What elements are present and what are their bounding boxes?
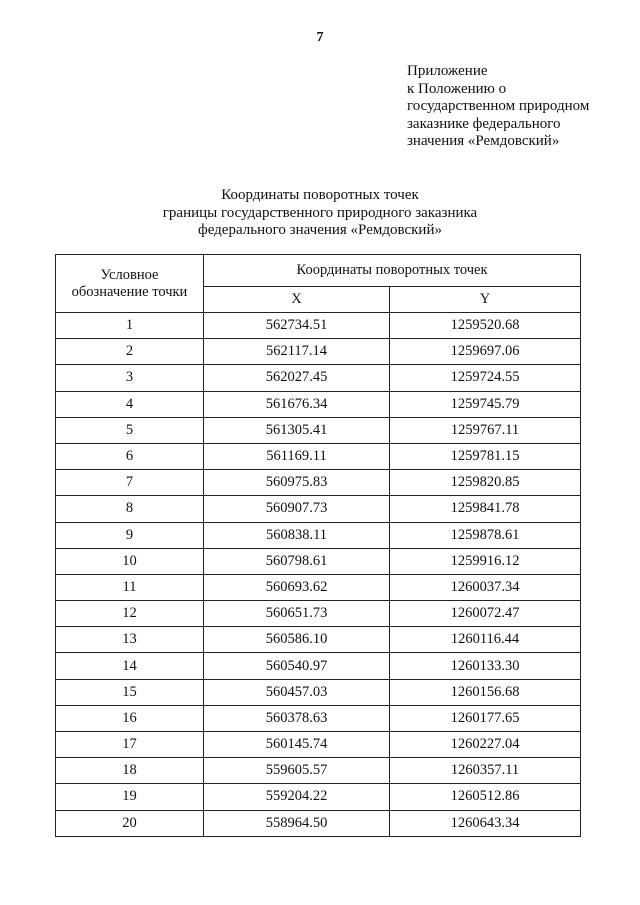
- point-number-cell: 1: [56, 313, 204, 339]
- point-number-cell: 20: [56, 810, 204, 836]
- point-number-cell: 8: [56, 496, 204, 522]
- table-row: [56, 417, 581, 443]
- table-row: [56, 574, 581, 600]
- point-number-cell: 9: [56, 522, 204, 548]
- y-coordinate-cell: 1259820.85: [390, 470, 581, 496]
- appendix-line: Приложение: [407, 63, 488, 79]
- x-header: X: [204, 287, 390, 313]
- x-coordinate-cell: 560145.74: [204, 732, 390, 758]
- x-coordinate-cell: 560838.11: [204, 522, 390, 548]
- page-number: 7: [316, 30, 324, 45]
- x-coordinate-cell: 561169.11: [204, 443, 390, 469]
- y-header: Y: [390, 287, 581, 313]
- table-row: [56, 313, 581, 339]
- x-coordinate-cell: 560457.03: [204, 679, 390, 705]
- point-number-cell: 15: [56, 679, 204, 705]
- table-row: [56, 679, 581, 705]
- y-coordinate-cell: 1260177.65: [390, 705, 581, 731]
- y-coordinate-cell: 1259878.61: [390, 522, 581, 548]
- x-coordinate-cell: 561305.41: [204, 417, 390, 443]
- x-coordinate-cell: 559204.22: [204, 784, 390, 810]
- point-number-cell: 19: [56, 784, 204, 810]
- y-coordinate-cell: 1260156.68: [390, 679, 581, 705]
- x-coordinate-cell: 559605.57: [204, 758, 390, 784]
- coordinates-table: [55, 254, 581, 837]
- x-coordinate-cell: 562117.14: [204, 339, 390, 365]
- x-coordinate-cell: 560975.83: [204, 470, 390, 496]
- y-coordinate-cell: 1260037.34: [390, 574, 581, 600]
- point-number-cell: 14: [56, 653, 204, 679]
- table-row: [56, 522, 581, 548]
- table-row: [56, 758, 581, 784]
- table-row: [56, 653, 581, 679]
- x-coordinate-cell: 560651.73: [204, 601, 390, 627]
- point-number-cell: 17: [56, 732, 204, 758]
- x-coordinate-cell: 560540.97: [204, 653, 390, 679]
- table-row: [56, 732, 581, 758]
- title-line: Координаты поворотных точек: [221, 187, 419, 203]
- point-number-cell: 12: [56, 601, 204, 627]
- table-row: [56, 365, 581, 391]
- appendix-line: к Положению о: [407, 80, 507, 97]
- y-coordinate-cell: 1260357.11: [390, 758, 581, 784]
- y-coordinate-cell: 1260643.34: [390, 810, 581, 836]
- y-coordinate-cell: 1259745.79: [390, 391, 581, 417]
- table-row: [56, 810, 581, 836]
- document-title: [0, 187, 640, 240]
- table-row: [56, 548, 581, 574]
- table-row: [56, 705, 581, 731]
- x-coordinate-cell: 560798.61: [204, 548, 390, 574]
- y-coordinate-cell: 1259697.06: [390, 339, 581, 365]
- point-number-cell: 7: [56, 470, 204, 496]
- x-coordinate-cell: 560907.73: [204, 496, 390, 522]
- table-row: [56, 784, 581, 810]
- table-row: [56, 601, 581, 627]
- coords-header: Координаты поворотных точек: [204, 255, 581, 287]
- y-coordinate-cell: 1260512.86: [390, 784, 581, 810]
- appendix-line: значения «Ремдовский»: [407, 133, 560, 149]
- point-number-cell: 5: [56, 417, 204, 443]
- y-coordinate-cell: 1259916.12: [390, 548, 581, 574]
- table-row: [56, 496, 581, 522]
- point-number-cell: 3: [56, 365, 204, 391]
- table-row: [56, 339, 581, 365]
- x-coordinate-cell: 562027.45: [204, 365, 390, 391]
- y-coordinate-cell: 1260116.44: [390, 627, 581, 653]
- y-coordinate-cell: 1260227.04: [390, 732, 581, 758]
- y-coordinate-cell: 1259841.78: [390, 496, 581, 522]
- table-row: [56, 470, 581, 496]
- x-coordinate-cell: 560693.62: [204, 574, 390, 600]
- point-number-cell: 10: [56, 548, 204, 574]
- point-number-cell: 16: [56, 705, 204, 731]
- x-coordinate-cell: 558964.50: [204, 810, 390, 836]
- y-coordinate-cell: 1259520.68: [390, 313, 581, 339]
- title-line: границы государственного природного заказника: [162, 204, 478, 221]
- appendix-block: [407, 63, 589, 151]
- point-label-header-line: Условное: [100, 266, 159, 283]
- y-coordinate-cell: 1259767.11: [390, 417, 581, 443]
- appendix-line: государственном природном: [407, 98, 590, 114]
- point-number-cell: 13: [56, 627, 204, 653]
- point-label-header: [56, 255, 204, 313]
- x-coordinate-cell: 560378.63: [204, 705, 390, 731]
- title-line: федерального значения «Ремдовский»: [198, 222, 442, 238]
- table-row: [56, 391, 581, 417]
- y-coordinate-cell: 1259781.15: [390, 443, 581, 469]
- table-row: [56, 627, 581, 653]
- x-coordinate-cell: 560586.10: [204, 627, 390, 653]
- point-number-cell: 11: [56, 574, 204, 600]
- y-coordinate-cell: 1259724.55: [390, 365, 581, 391]
- x-coordinate-cell: 561676.34: [204, 391, 390, 417]
- appendix-line: заказнике федерального: [407, 115, 561, 132]
- point-number-cell: 18: [56, 758, 204, 784]
- x-coordinate-cell: 562734.51: [204, 313, 390, 339]
- point-number-cell: 4: [56, 391, 204, 417]
- table-row: [56, 443, 581, 469]
- point-label-header-line: обозначение точки: [71, 283, 188, 300]
- y-coordinate-cell: 1260133.30: [390, 653, 581, 679]
- point-number-cell: 6: [56, 443, 204, 469]
- y-coordinate-cell: 1260072.47: [390, 601, 581, 627]
- point-number-cell: 2: [56, 339, 204, 365]
